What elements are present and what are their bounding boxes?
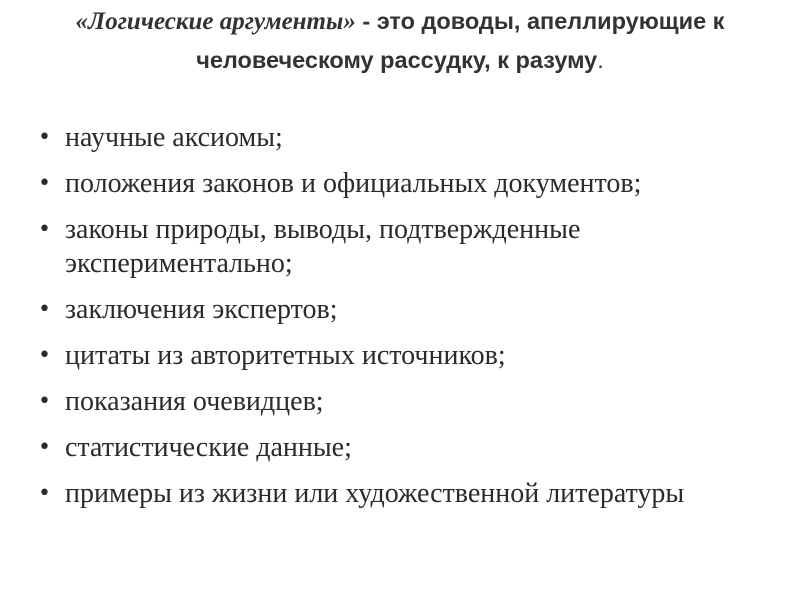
list-item — [38, 293, 768, 327]
list-item-text: цитаты из авторитетных источников; — [65, 340, 506, 371]
list-item — [38, 477, 768, 511]
list-item-text: положения законов и официальных документов; — [65, 168, 642, 199]
list-item-text: статистические данные; — [65, 432, 352, 463]
list-item-text: показания очевидцев; — [65, 386, 324, 417]
heading-term: «Логические аргументы» — [75, 8, 356, 35]
list-item — [38, 167, 768, 201]
list-item — [38, 213, 768, 281]
bullet-icon: • — [38, 343, 51, 368]
bullet-icon: • — [38, 171, 51, 196]
list-item — [38, 121, 768, 155]
bullet-icon: • — [38, 297, 51, 322]
list-item — [38, 385, 768, 419]
list-item-text: примеры из жизни или художественной литературы — [65, 478, 685, 509]
list-item-text: научные аксиомы; — [65, 122, 283, 153]
argument-list — [38, 121, 768, 523]
list-item — [38, 431, 768, 465]
heading-definition: - это доводы, апеллирующие к человеческому рассудку, к разуму — [196, 8, 725, 73]
list-item-text: законы природы, выводы, подтвержденные экспериментально; — [65, 214, 581, 279]
slide-heading — [60, 2, 740, 79]
bullet-icon: • — [38, 435, 51, 460]
list-item-text: заключения экспертов; — [65, 294, 338, 325]
heading-end-mark: . — [597, 47, 604, 73]
bullet-icon: • — [38, 389, 51, 414]
bullet-icon: • — [38, 217, 51, 242]
bullet-icon: • — [38, 125, 51, 150]
bullet-icon: • — [38, 481, 51, 506]
list-item — [38, 339, 768, 373]
